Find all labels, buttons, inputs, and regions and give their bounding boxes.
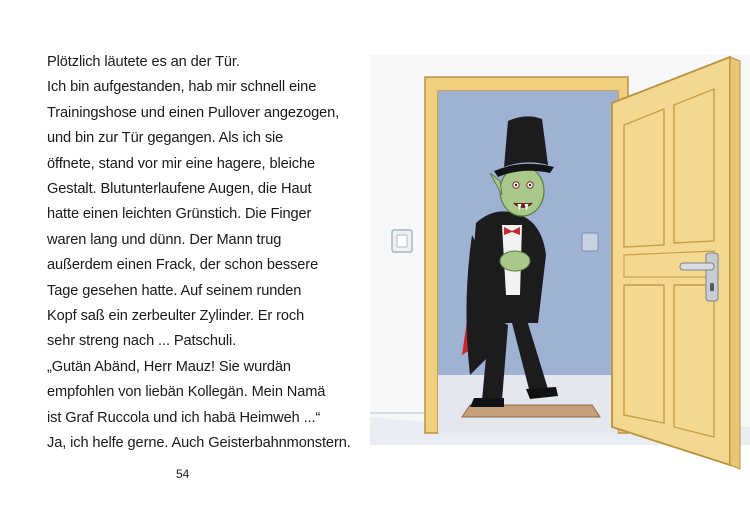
story-line: Tage gesehen hatte. Auf seinem runden [47, 282, 302, 299]
vampire-at-door-illustration [370, 55, 750, 475]
story-text [47, 50, 377, 457]
story-line: Kopf saß ein zerbeulter Zylinder. Er roch [47, 308, 305, 325]
story-line: waren lang und dünn. Der Mann trug [47, 231, 282, 248]
story-line: hatte einen leichten Grünstich. Die Finger [47, 206, 312, 223]
story-line: Ja, ich helfe gerne. Auch Geisterbahnmonstern. [47, 435, 351, 452]
story-line: „Gutän Abänd, Herr Mauz! Sie wurdän [47, 358, 291, 375]
top-hat-crown [504, 116, 548, 167]
left-shoe [470, 398, 504, 407]
hands [500, 251, 530, 271]
light-switch-icon [392, 230, 412, 252]
story-line: ist Graf Ruccola und ich habä Heimweh ...“ [47, 409, 321, 426]
door-edge [730, 57, 740, 469]
story-line: Trainingshose und einen Pullover angezogen, [47, 104, 340, 121]
story-line: Ich bin aufgestanden, hab mir schnell eine [47, 79, 317, 96]
page-number: 54 [176, 467, 190, 481]
story-line: und bin zur Tür gegangen. Als ich sie [47, 130, 284, 147]
story-line: sehr streng nach ... Patschuli. [47, 333, 237, 350]
story-line: außerdem einen Frack, der schon bessere [47, 257, 319, 274]
story-line: empfohlen von liebän Kollegän. Mein Namä [47, 384, 326, 401]
story-line: Gestalt. Blutunterlaufene Augen, die Haut [47, 181, 312, 198]
story-line: öffnete, stand vor mir eine hagere, bleiche [47, 155, 316, 172]
story-line: Plötzlich läutete es an der Tür. [47, 54, 240, 70]
hallway-switch [582, 233, 598, 251]
